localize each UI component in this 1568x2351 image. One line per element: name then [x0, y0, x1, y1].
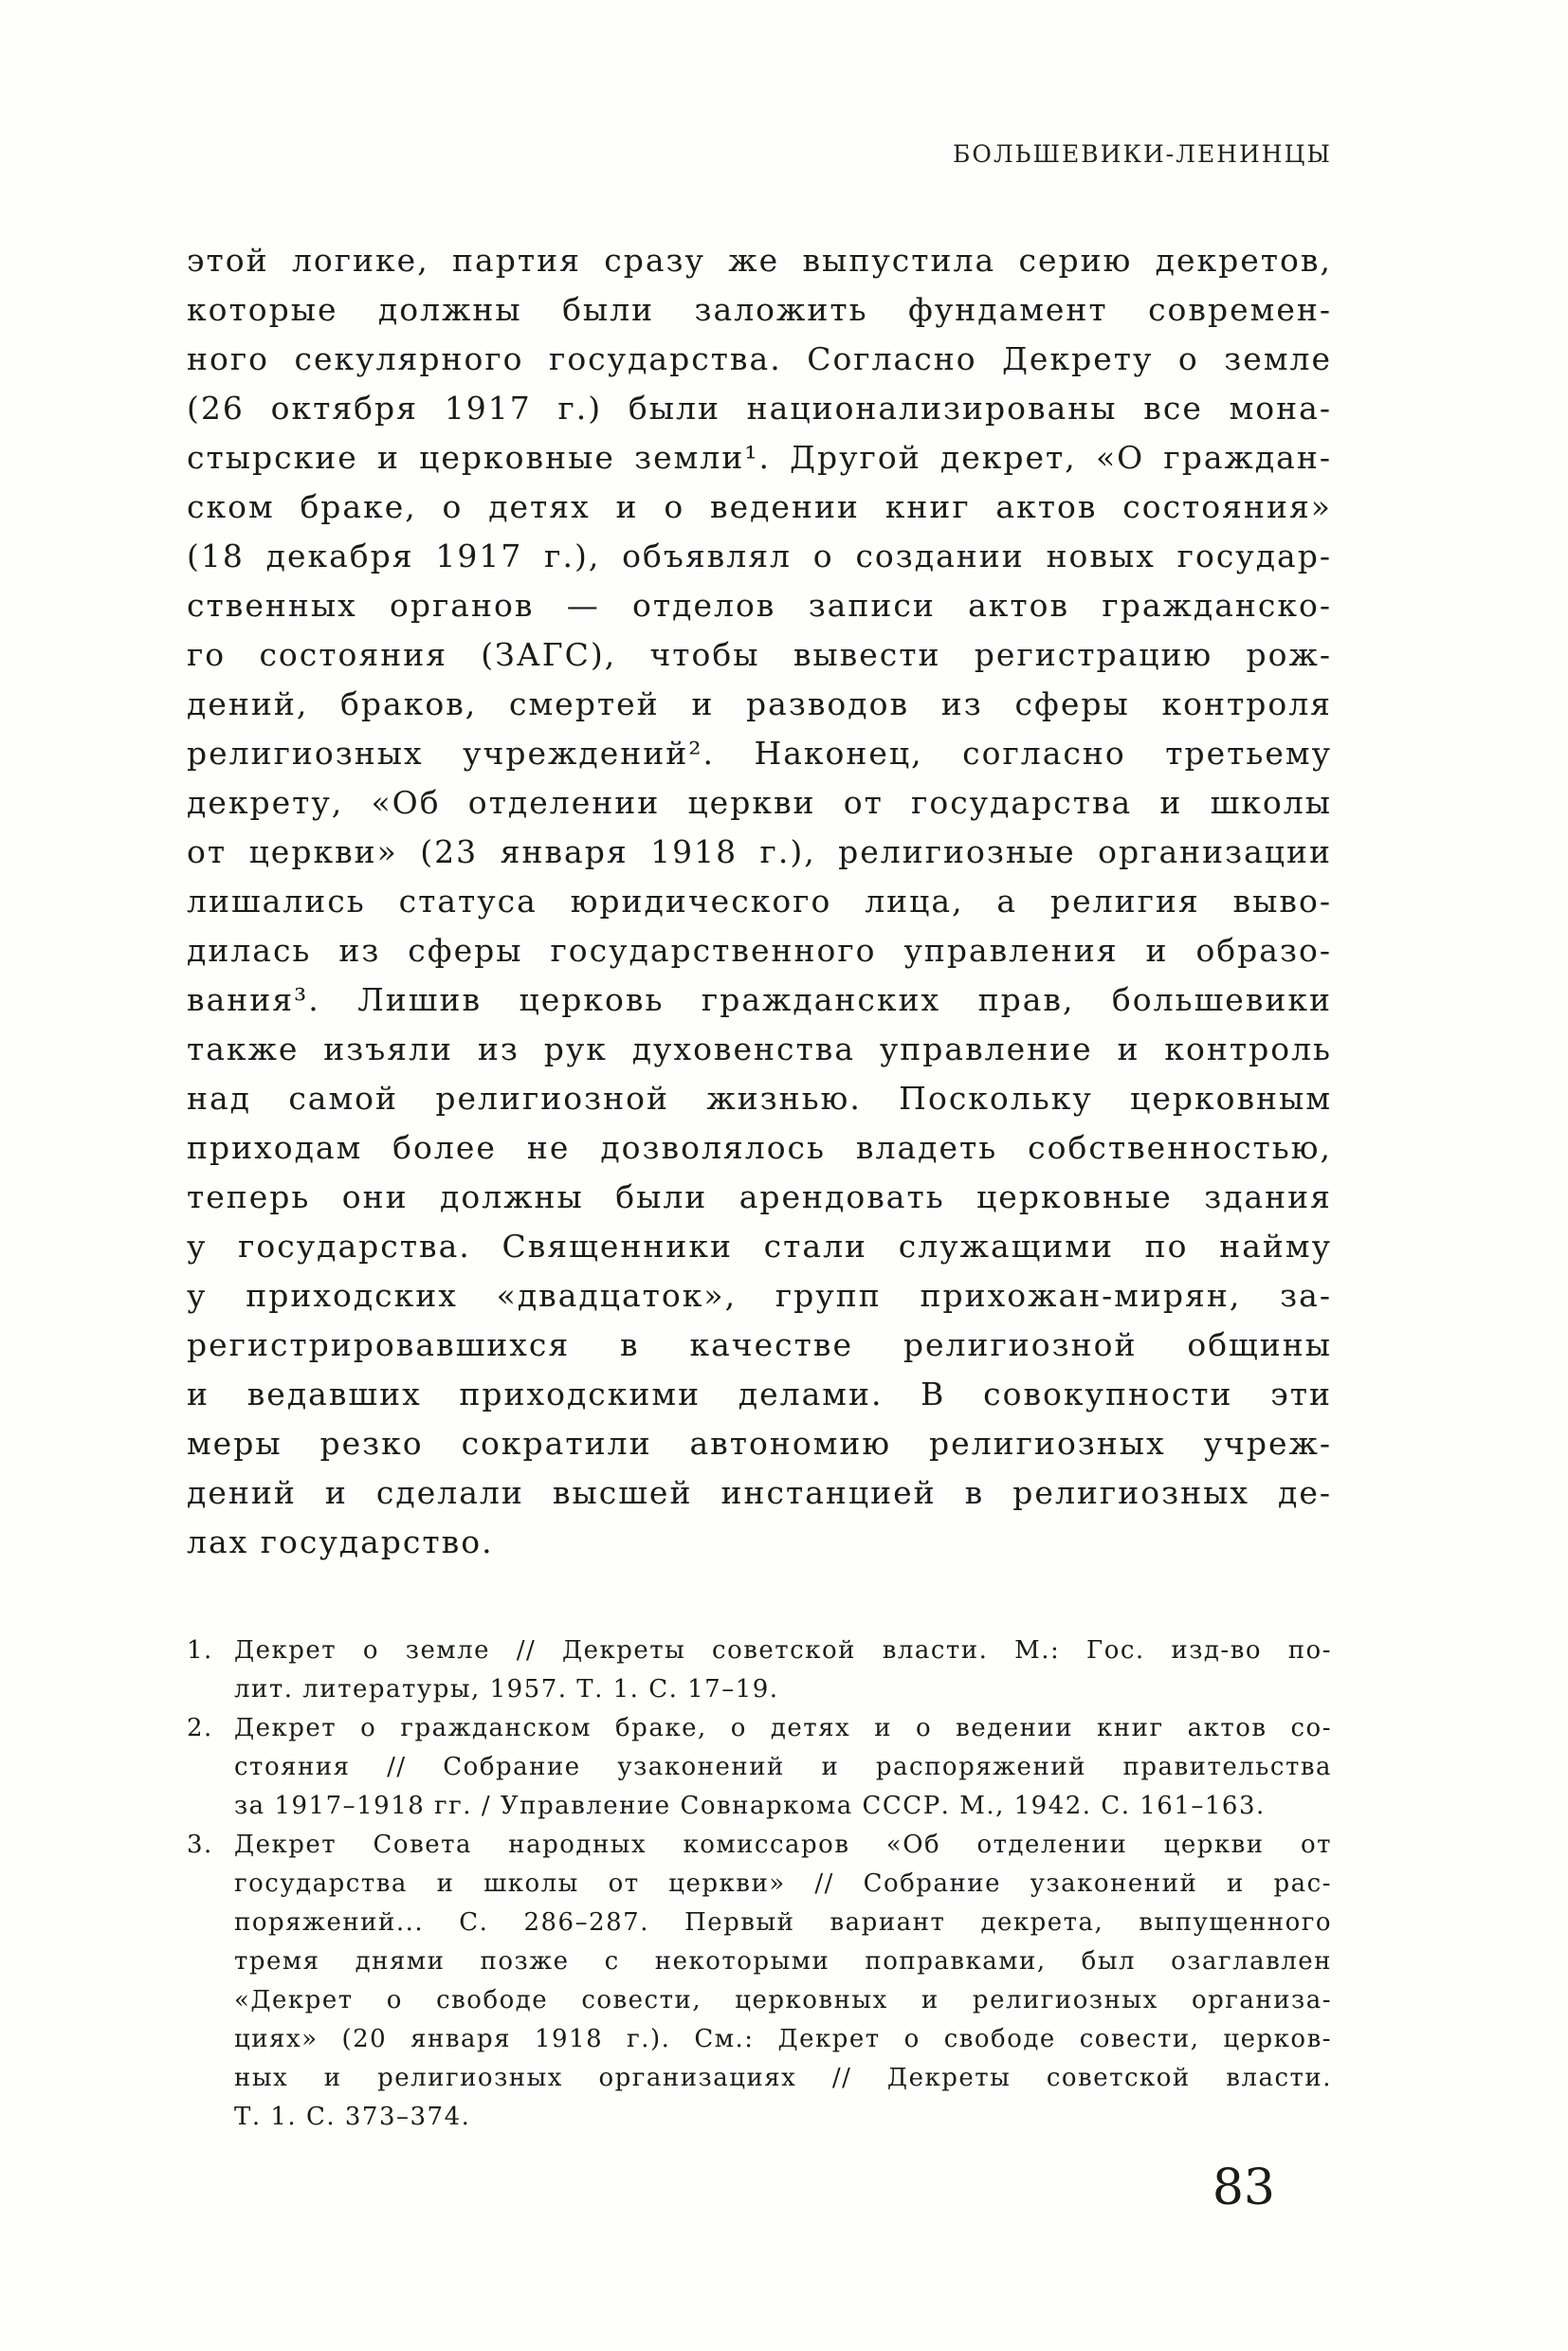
body-line: меры резко сократили автономию религиозных учреж-	[187, 1425, 1332, 1462]
body-line: которые должны были заложить фундамент современ-	[187, 291, 1332, 328]
footnote-line: стояния // Собрание узаконений и распоряжений правительства	[234, 1753, 1332, 1781]
body-line: ском браке, о детях и о ведении книг актов состояния»	[187, 488, 1332, 525]
footnote-line: лит. литературы, 1957. Т. 1. С. 17–19.	[234, 1675, 779, 1704]
running-header: БОЛЬШЕВИКИ-ЛЕНИНЦЫ	[952, 140, 1332, 168]
footnote	[187, 1631, 1332, 1709]
footnote-line: ных и религиозных организациях // Декреты советской власти.	[234, 2064, 1332, 2092]
body-line: над самой религиозной жизнью. Поскольку церковным	[187, 1080, 1332, 1117]
body-line: лах государство.	[187, 1523, 494, 1560]
body-line: теперь они должны были арендовать церковные здания	[187, 1178, 1332, 1215]
footnote-line: Декрет Совета народных комиссаров «Об отделении церкви от	[234, 1831, 1332, 1859]
body-line: и ведавших приходскими делами. В совокупности эти	[187, 1376, 1332, 1412]
footnote-line: Т. 1. С. 373–374.	[234, 2103, 471, 2131]
body-line: го состояния (ЗАГС), чтобы вывести регистрацию рож-	[187, 636, 1332, 673]
body-line: от церкви» (23 января 1918 г.), религиозные организации	[187, 833, 1332, 870]
footnote-line: Декрет о земле // Декреты советской власти. М.: Гос. изд-во по-	[234, 1636, 1332, 1665]
body-line: декрету, «Об отделении церкви от государства и школы	[187, 784, 1332, 821]
footnote-line: государства и школы от церкви» // Собрание узаконений и рас-	[234, 1869, 1332, 1898]
body-line: стырские и церковные земли¹. Другой декрет, «О граждан-	[187, 439, 1332, 476]
body-paragraph	[187, 236, 1332, 1567]
footnote-line: Декрет о гражданском браке, о детях и о ведении книг актов со-	[234, 1714, 1332, 1742]
body-line: также изъяли из рук духовенства управление и контроль	[187, 1030, 1332, 1067]
body-line: регистрировавшихся в качестве религиозной общины	[187, 1326, 1332, 1363]
footnote-line: циях» (20 января 1918 г.). См.: Декрет о свободе совести, церков-	[234, 2025, 1332, 2053]
body-line: у приходских «двадцаток», групп прихожан-мирян, за-	[187, 1277, 1332, 1314]
body-line: (26 октября 1917 г.) были национализированы все мона-	[187, 390, 1332, 427]
body-line: ственных органов — отделов записи актов гражданско-	[187, 587, 1332, 624]
body-line: дений и сделали высшей инстанцией в религиозных де-	[187, 1474, 1332, 1511]
footnote	[187, 1709, 1332, 1826]
body-line: религиозных учреждений². Наконец, согласно третьему	[187, 735, 1332, 772]
footnote-line: тремя днями позже с некоторыми поправками, был озаглавлен	[234, 1947, 1332, 1976]
footnote-marker: 1.	[187, 1636, 213, 1665]
body-line: приходам более не дозволялось владеть собственностью,	[187, 1129, 1332, 1166]
footnote-marker: 3.	[187, 1831, 213, 1859]
body-line: у государства. Священники стали служащими по найму	[187, 1228, 1332, 1265]
footnote	[187, 1826, 1332, 2137]
page-number: 83	[1212, 2160, 1275, 2216]
footnote-marker: 2.	[187, 1714, 213, 1742]
footnote-line: за 1917–1918 гг. / Управление Совнаркома СССР. М., 1942. С. 161–163.	[234, 1792, 1266, 1820]
body-line: лишались статуса юридического лица, а религия выво-	[187, 883, 1332, 920]
body-line: вания³. Лишив церковь гражданских прав, большевики	[187, 981, 1332, 1018]
body-line: дилась из сферы государственного управления и образо-	[187, 932, 1332, 969]
body-line: дений, браков, смертей и разводов из сферы контроля	[187, 685, 1332, 722]
body-line: ного секулярного государства. Согласно Декрету о земле	[187, 340, 1332, 377]
footnote-list	[187, 1631, 1332, 2137]
body-line: (18 декабря 1917 г.), объявлял о создании новых государ-	[187, 538, 1332, 574]
body-line: этой логике, партия сразу же выпустила серию декретов,	[187, 242, 1332, 279]
footnote-line: поряжений... С. 286–287. Первый вариант декрета, выпущенного	[234, 1908, 1332, 1937]
footnote-line: «Декрет о свободе совести, церковных и религиозных организа-	[234, 1986, 1332, 2014]
